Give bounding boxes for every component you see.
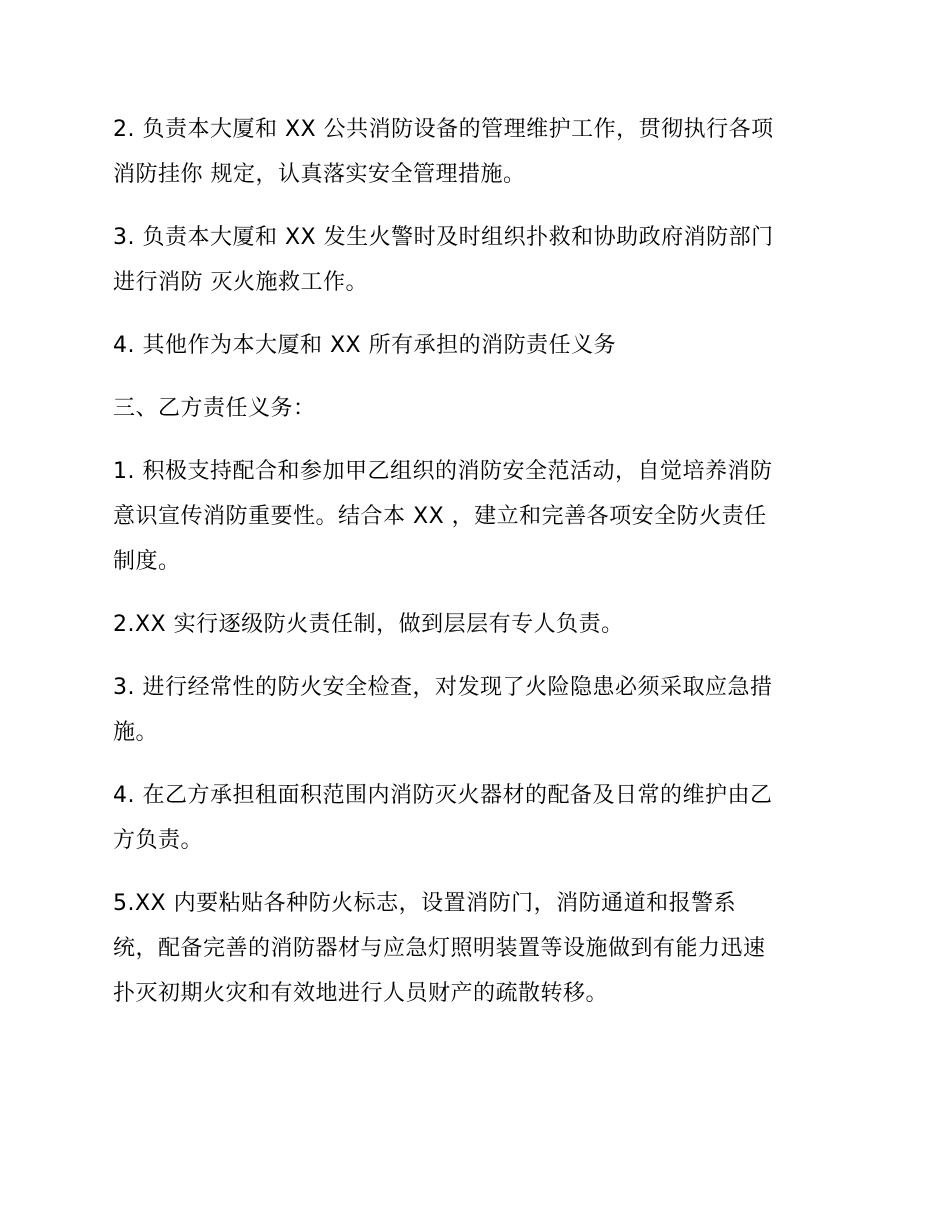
text-line: 1. 积极支持配合和参加甲乙组织的消防安全范活动，自觉培养消防 (113, 459, 773, 484)
text-line: 方负责。 (113, 828, 204, 853)
party-b-clause-4-paragraph (113, 773, 841, 863)
text-line: 意识宣传消防重要性。结合本 XX ，建立和完善各项安全防火责任 (113, 504, 767, 529)
party-b-clause-2-paragraph (113, 602, 841, 647)
text-line: 4. 在乙方承担租面积范围内消防灭火器材的配备及日常的维护由乙 (113, 783, 773, 808)
text-line: 施。 (113, 720, 159, 745)
party-b-clause-3-paragraph (113, 665, 841, 755)
text-line: 扑灭初期火灾和有效地进行人员财产的疏散转移。 (113, 981, 609, 1006)
section-heading-text: 三、乙方责任义务： (113, 396, 316, 421)
text-line: 3. 负责本大厦和 XX 发生火警时及时组织扑救和协助政府消防部门 (113, 225, 774, 250)
clause-3-paragraph (113, 215, 841, 305)
text-line: 统，配备完善的消防器材与应急灯照明装置等设施做到有能力迅速 (113, 936, 766, 961)
text-line: 2.XX 实行逐级防火责任制，做到层层有专人负责。 (113, 612, 624, 637)
clause-2-paragraph (113, 107, 841, 197)
text-line: 消防挂你 规定，认真落实安全管理措施。 (113, 162, 526, 187)
text-line: 制度。 (113, 549, 181, 574)
document-body (113, 107, 841, 1034)
text-line: 5.XX 内要粘贴各种防火标志，设置消防门，消防通道和报警系 (113, 891, 737, 916)
party-b-clause-1-paragraph (113, 449, 841, 584)
text-line: 3. 进行经常性的防火安全检查，对发现了火险隐患必须采取应急措 (113, 675, 773, 700)
text-line: 4. 其他作为本大厦和 XX 所有承担的消防责任义务 (113, 333, 617, 358)
section-heading (113, 386, 841, 431)
clause-4-paragraph (113, 323, 841, 368)
text-line: 进行消防 灭火施救工作。 (113, 270, 368, 295)
party-b-clause-5-paragraph (113, 881, 841, 1016)
text-line: 2. 负责本大厦和 XX 公共消防设备的管理维护工作，贯彻执行各项 (113, 117, 774, 142)
